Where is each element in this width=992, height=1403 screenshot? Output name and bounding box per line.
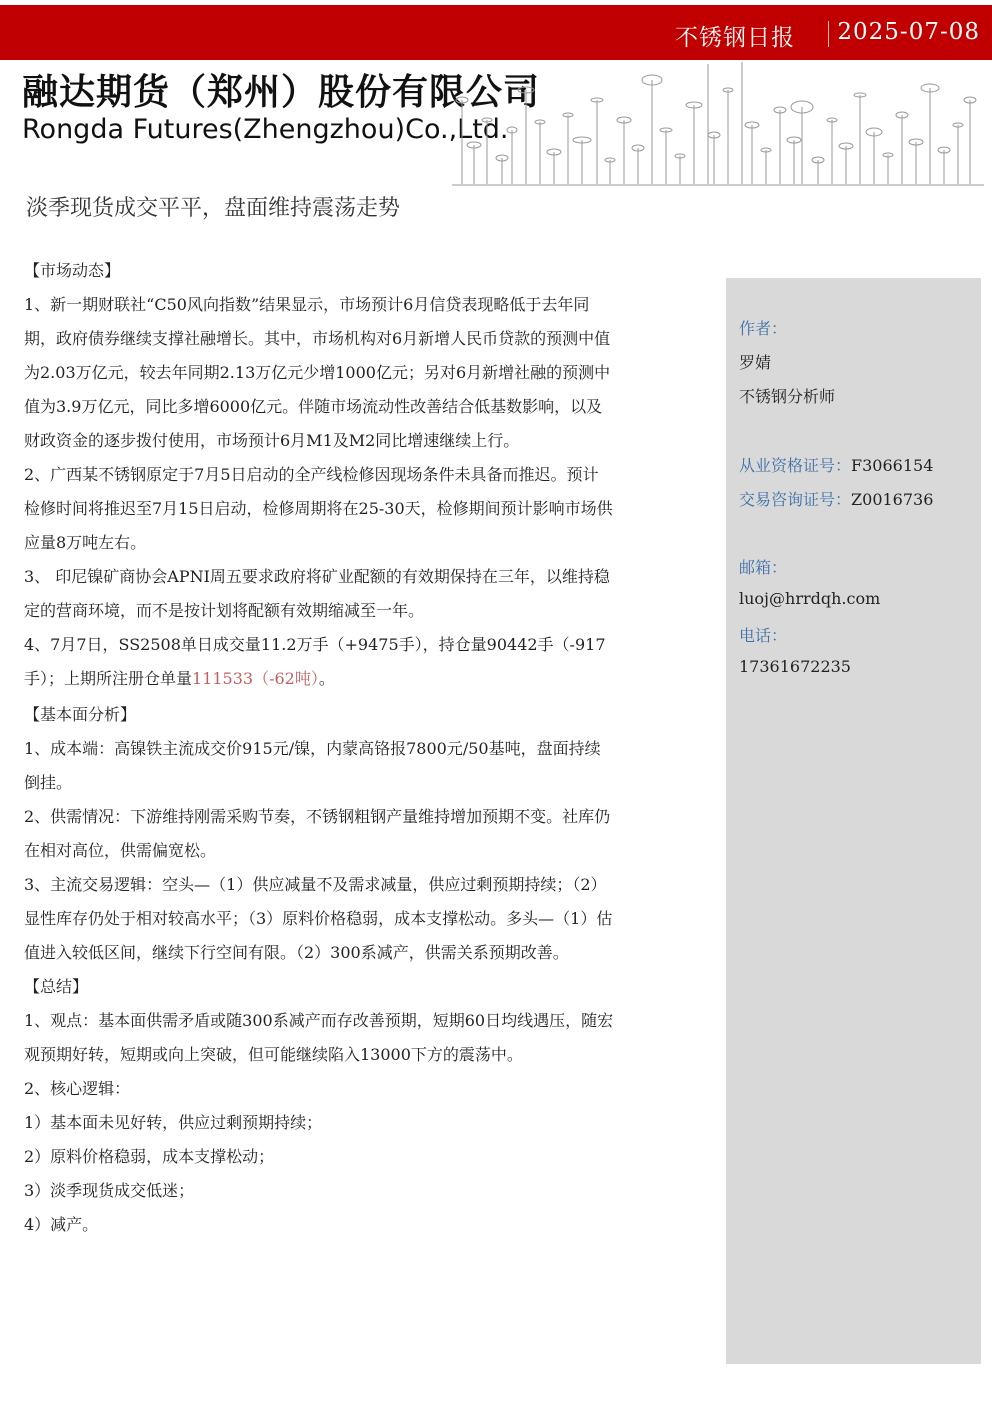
author-title: 不锈钢分析师 [739, 387, 836, 406]
report-title: 不锈钢日报 [675, 25, 795, 51]
phone-label: 电话： [739, 626, 788, 645]
report-body [24, 252, 614, 1242]
paragraph [24, 628, 614, 696]
phone-value: 17361672235 [739, 657, 851, 676]
list-item: 1）基本面未见好转，供应过剩预期持续； [24, 1113, 323, 1132]
paragraph: 1、新一期财联社“C50风向指数”结果显示，市场预计6月信贷表现略低于去年同期，政府债券继续支撑社融增长。其中，市场机构对6月新增人民币贷款的预测中值为2.03万亿元，较去年同期2.13万亿元少增1000亿元；另对6月新增社融的预测中值为3.9万亿元，同比多增6000亿元。伴随市场流动性改善结合低基数影响，以及财政资金的逐步拨付使用，市场预计6月M1及M2同比增速继续上行。 [24, 295, 611, 450]
company-name-cn: 融达期货（郑州）股份有限公司 [22, 72, 541, 113]
qualification-row [739, 453, 933, 476]
header-divider [828, 21, 829, 47]
paragraph: 2、供需情况：下游维持刚需采购节奏，不锈钢粗钢产量维持增加预期不变。社库仍在相对高位，供需偏宽松。 [24, 807, 611, 860]
section-heading-summary: 【总结】 [24, 977, 89, 996]
paragraph: 2、核心逻辑： [24, 1079, 131, 1098]
list-item: 2）原料价格稳弱，成本支撑松动； [24, 1147, 275, 1166]
author-label: 作者： [739, 319, 788, 338]
consult-label: 交易咨询证号： [739, 490, 852, 509]
paragraph: 1、观点：基本面供需矛盾或随300系减产而存改善预期，短期60日均线遇压，随宏观预期好转，短期或向上突破，但可能继续陷入13000下方的震荡中。 [24, 1011, 614, 1064]
report-date: 2025-07-08 [837, 19, 980, 45]
section-heading-market: 【市场动态】 [24, 261, 121, 280]
report-header-bar [0, 5, 992, 60]
paragraph: 3、主流交易逻辑：空头—（1）供应减量不及需求减量，供应过剩预期持续；（2）显性库存仍处于相对较高水平；（3）原料价格稳弱，成本支撑松动。多头—（1）估值进入较低区间，继续下行空间有限。（2）300系减产，供需关系预期改善。 [24, 875, 613, 962]
list-item: 4）减产。 [24, 1215, 99, 1234]
list-item: 3）淡季现货成交低迷； [24, 1181, 195, 1200]
qualification-number: F3066154 [851, 456, 934, 475]
paragraph-text: 4、7月7日，SS2508单日成交量11.2万手（+9475手），持仓量90442手（-917手）；上期所注册仓单量 [24, 635, 606, 688]
section-heading-fundamental: 【基本面分析】 [24, 705, 137, 724]
warrant-highlight: 111533（-62吨） [192, 669, 319, 688]
report-headline: 淡季现货成交平平，盘面维持震荡走势 [26, 196, 401, 221]
paragraph: 2、广西某不锈钢原定于7月5日启动的全产线检修因现场条件未具备而推迟。预计检修时间将推迟至7月15日启动，检修周期将在25-30天，检修期间预计影响市场供应量8万吨左右。 [24, 465, 613, 552]
paragraph-end: 。 [318, 669, 335, 688]
email-label: 邮箱： [739, 558, 788, 577]
author-name: 罗婧 [739, 353, 772, 372]
consult-row [739, 487, 933, 510]
paragraph: 3、 印尼镍矿商协会APNI周五要求政府将矿业配额的有效期保持在三年，以维持稳定的营商环境，而不是按计划将配额有效期缩减至一年。 [24, 567, 610, 620]
qualification-label: 从业资格证号： [739, 456, 852, 475]
company-name-en: Rongda Futures(Zhengzhou)Co.,Ltd. [22, 114, 509, 145]
paragraph: 1、成本端：高镍铁主流成交价915元/镍，内蒙高铬报7800元/50基吨，盘面持续倒挂。 [24, 739, 601, 792]
author-sidebar [726, 278, 981, 1364]
email-value: luoj@hrrdqh.com [739, 589, 881, 608]
decorative-lines-graphic [452, 60, 984, 186]
consult-number: Z0016736 [851, 490, 934, 509]
